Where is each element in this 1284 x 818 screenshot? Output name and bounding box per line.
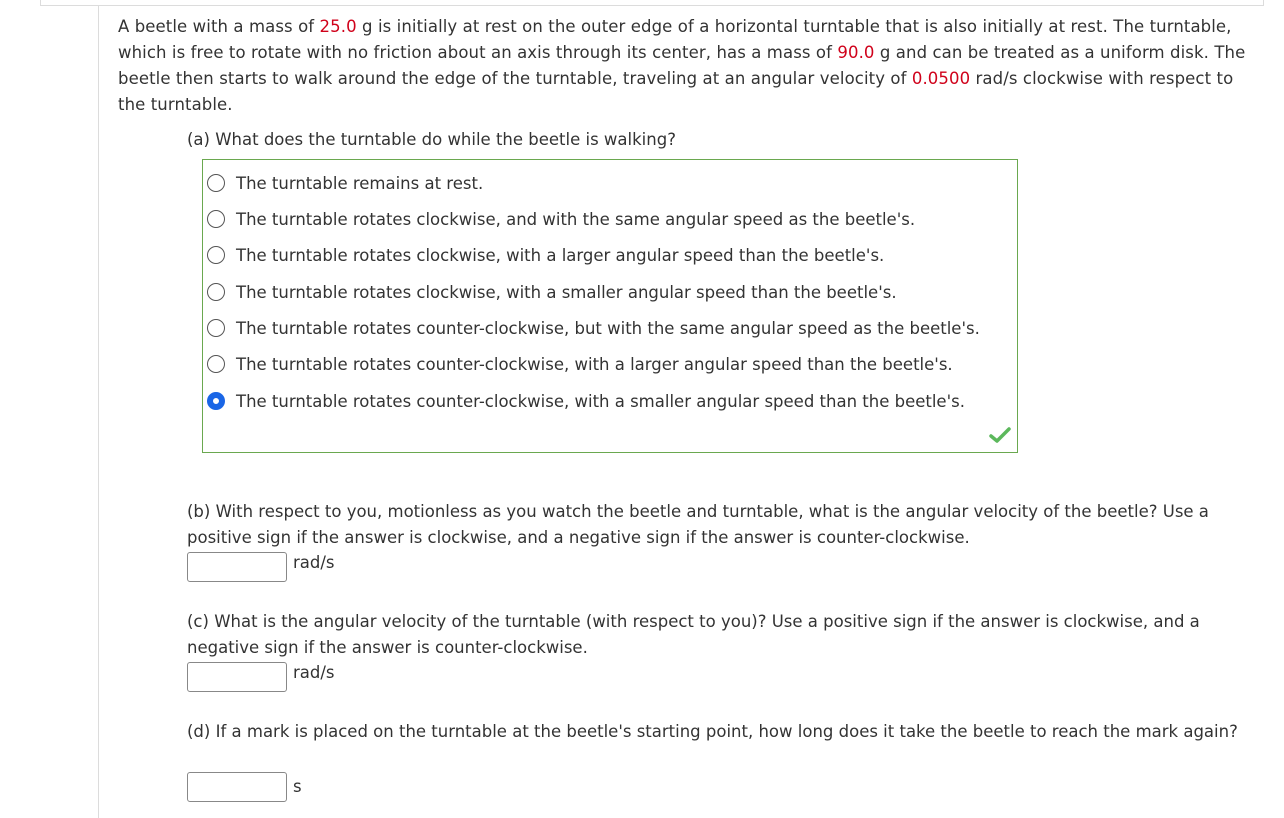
- problem-text-2: g is initially at rest on the outer edge of a horizontal turntable that is also initially at rest. The turntable, which is free to rotate with no friction about an axis through its center, has a mass of: [118, 17, 1232, 62]
- part-b-answer: [187, 552, 335, 582]
- choice-label: The turntable rotates counter-clockwise, but with the same angular speed as the beetle's.: [236, 318, 980, 338]
- choice-label: The turntable rotates clockwise, and with the same angular speed as the beetle's.: [236, 209, 916, 229]
- part-d-unit: s: [293, 777, 302, 796]
- part-c-unit: rad/s: [293, 663, 335, 682]
- part-c-question: (c) What is the angular velocity of the turntable (with respect to you)? Use a positive sign if the answer is clockwise, and a negative sign if the answer is counter-clockwise.: [187, 612, 1200, 657]
- choice-5[interactable]: [207, 351, 953, 377]
- part-a-question: (a) What does the turntable do while the beetle is walking?: [187, 130, 676, 149]
- part-b-unit: rad/s: [293, 553, 335, 572]
- turntable-mass-value: 90.0: [837, 43, 875, 62]
- left-divider: [98, 6, 99, 818]
- choice-0[interactable]: [207, 170, 483, 196]
- choice-6[interactable]: [207, 388, 965, 414]
- choice-3[interactable]: [207, 279, 897, 305]
- beetle-mass-value: 25.0: [319, 17, 357, 36]
- top-divider: [40, 0, 1264, 6]
- part-d-input[interactable]: [187, 772, 287, 802]
- problem-text-4: rad/s clockwise with respect to the turntable.: [118, 69, 1234, 114]
- radio-button[interactable]: [207, 174, 225, 192]
- part-b-input[interactable]: [187, 552, 287, 582]
- radio-button-selected[interactable]: [207, 392, 225, 410]
- radio-button[interactable]: [207, 246, 225, 264]
- checkmark-icon: [989, 426, 1011, 444]
- part-c-answer: [187, 662, 335, 692]
- radio-button[interactable]: [207, 283, 225, 301]
- problem-text-1: A beetle with a mass of: [118, 17, 320, 36]
- part-d-question: (d) If a mark is placed on the turntable at the beetle's starting point, how long does it take the beetle to reach the mark again?: [187, 722, 1238, 741]
- angular-velocity-value: 0.0500: [911, 69, 971, 88]
- radio-button[interactable]: [207, 210, 225, 228]
- part-b-question: (b) With respect to you, motionless as you watch the beetle and turntable, what is the angular velocity of the beetle? Use a positive sign if the answer is clockwise, and a negative sign if the answer is counter-clockwise.: [187, 502, 1209, 547]
- choice-label: The turntable rotates counter-clockwise, with a smaller angular speed than the beetle's.: [236, 391, 965, 411]
- choice-2[interactable]: [207, 242, 884, 268]
- choice-label: The turntable rotates clockwise, with a smaller angular speed than the beetle's.: [236, 282, 897, 302]
- part-d-answer: [187, 772, 302, 802]
- choice-label: The turntable rotates counter-clockwise, with a larger angular speed than the beetle's.: [236, 354, 953, 374]
- radio-button[interactable]: [207, 319, 225, 337]
- choice-4[interactable]: [207, 315, 980, 341]
- part-c-input[interactable]: [187, 662, 287, 692]
- choice-label: The turntable remains at rest.: [236, 173, 484, 193]
- problem-statement: [118, 14, 1248, 118]
- choice-1[interactable]: [207, 206, 915, 232]
- part-a-choices: [202, 159, 1018, 453]
- choice-label: The turntable rotates clockwise, with a larger angular speed than the beetle's.: [236, 245, 885, 265]
- radio-button[interactable]: [207, 355, 225, 373]
- problem-text-3: g and can be treated as a uniform disk. The beetle then starts to walk around the edge of the turntable, traveling at an angular velocity of: [118, 43, 1246, 88]
